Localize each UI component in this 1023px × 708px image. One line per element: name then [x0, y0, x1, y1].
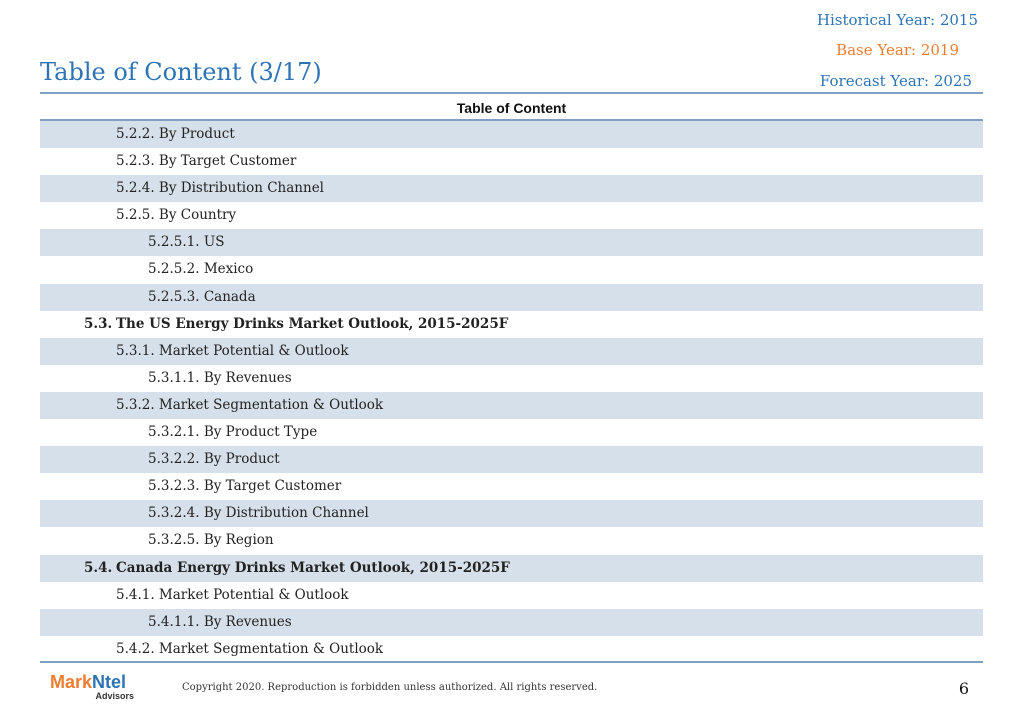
toc-section-number: 5.3.: [84, 315, 113, 332]
toc-table-heading: Table of Content: [40, 95, 983, 121]
toc-row: [40, 582, 983, 609]
forecast-year: Forecast Year: 2025: [819, 72, 972, 90]
toc-entry-text: 5.4.2. Market Segmentation & Outlook: [116, 640, 384, 657]
toc-entry-text: Canada Energy Drinks Market Outlook, 2015-2025F: [116, 559, 510, 576]
toc-entry-text: 5.2.5.2. Mexico: [148, 261, 254, 278]
toc-row: [40, 338, 983, 365]
toc-entry-text: 5.3.2.4. By Distribution Channel: [148, 505, 369, 522]
toc-row: [40, 392, 983, 419]
toc-row: [40, 284, 983, 311]
toc-entry-text: 5.2.2. By Product: [116, 126, 235, 142]
toc-row: [40, 229, 983, 256]
toc-entry-text: 5.2.3. By Target Customer: [116, 153, 297, 170]
toc-entry-text: 5.2.5. By Country: [116, 207, 237, 224]
base-year: Base Year: 2019: [836, 41, 959, 59]
toc-entry-text: 5.3.2.2. By Product: [148, 451, 280, 468]
markntel-logo: [50, 672, 140, 702]
toc-row: [40, 500, 983, 527]
toc-entry-text: 5.3.2.1. By Product Type: [148, 424, 318, 441]
toc-entry-text: 5.2.5.1. US: [148, 234, 225, 251]
page-number: 6: [958, 679, 969, 698]
toc-section-number: 5.4.: [84, 559, 113, 576]
toc-row: [40, 419, 983, 446]
logo-text-ntel: Ntel: [92, 672, 127, 692]
toc-row: [40, 148, 983, 175]
toc-row: [40, 202, 983, 229]
page-title: Table of Content (3/17): [40, 58, 322, 86]
toc-section-row: [40, 311, 983, 338]
logo-text-mark: Mark: [50, 672, 93, 692]
toc-entry-text: 5.3.1.1. By Revenues: [148, 369, 292, 386]
toc-row: [40, 473, 983, 500]
title-divider: [40, 92, 983, 94]
toc-row: [40, 256, 983, 283]
toc-entry-text: 5.3.2.5. By Region: [148, 532, 274, 549]
toc-row: [40, 636, 983, 663]
toc-section-row: [40, 555, 983, 582]
toc-entry-text: 5.3.2.3. By Target Customer: [148, 478, 342, 495]
toc-row: [40, 609, 983, 636]
toc-entry-text: The US Energy Drinks Market Outlook, 2015-2025F: [116, 315, 509, 332]
toc-entry-text: 5.2.4. By Distribution Channel: [116, 180, 324, 197]
toc-entry-text: 5.3.2. Market Segmentation & Outlook: [116, 396, 384, 413]
toc-row: [40, 446, 983, 473]
toc-row: [40, 365, 983, 392]
historical-year: Historical Year: 2015: [816, 11, 978, 29]
toc-entry-text: 5.4.1. Market Potential & Outlook: [116, 586, 349, 603]
toc-table: [40, 95, 983, 663]
logo-subtext: Advisors: [95, 691, 134, 701]
toc-entry-text: 5.4.1.1. By Revenues: [148, 613, 292, 630]
toc-entry-text: 5.3.1. Market Potential & Outlook: [116, 342, 349, 359]
toc-entry-text: 5.2.5.3. Canada: [148, 288, 256, 305]
toc-row: [40, 527, 983, 554]
footer-divider: [40, 661, 983, 663]
copyright-notice: Copyright 2020. Reproduction is forbidden unless authorized. All rights reserved.: [182, 682, 598, 693]
toc-rows: [40, 121, 983, 663]
toc-row: [40, 121, 983, 148]
toc-row: [40, 175, 983, 202]
